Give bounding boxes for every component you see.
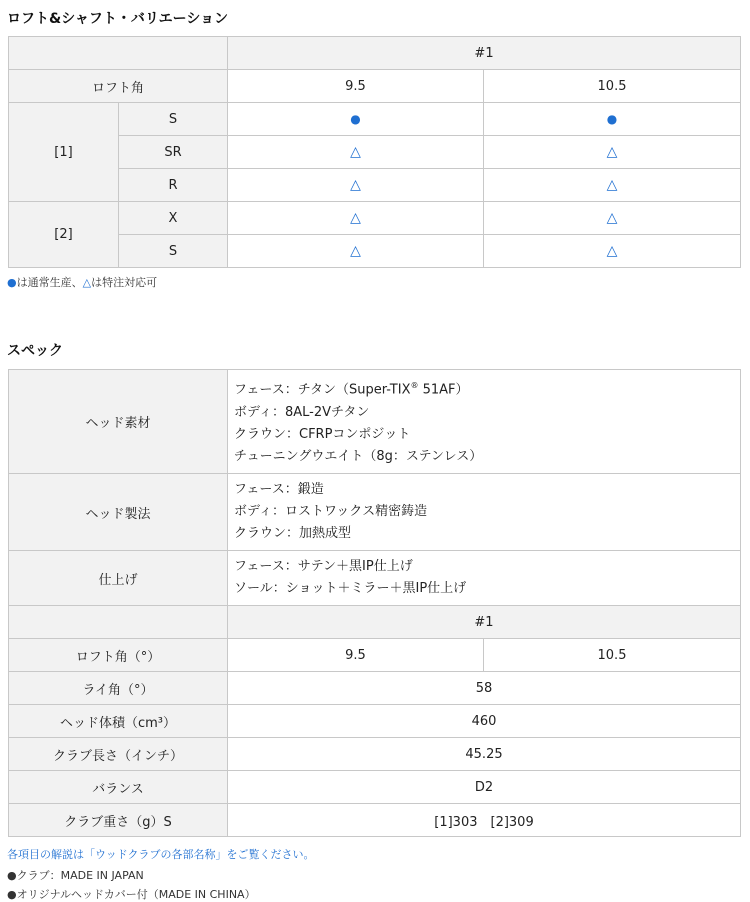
spec-line-text: 51AF） xyxy=(422,382,469,398)
table-row xyxy=(9,705,741,738)
corner-cell xyxy=(9,37,228,70)
volume-label: ヘッド体積（cm³） xyxy=(9,705,228,738)
loft-value-1: 9.5 xyxy=(228,639,484,672)
weight-value: [1]303 [2]309 xyxy=(228,804,741,837)
spec-line: ボディ：8AL-2Vチタン xyxy=(234,404,370,420)
table-row xyxy=(9,551,741,606)
legend-tri-text: は特注対応可 xyxy=(91,276,158,289)
spec-line: クラウン：加熱成型 xyxy=(234,526,352,541)
table-row xyxy=(9,606,741,639)
table-row xyxy=(9,672,741,705)
availability-mark: ● xyxy=(484,103,741,136)
availability-mark: △ xyxy=(484,136,741,169)
loft-label: ロフト角（°） xyxy=(9,639,228,672)
finish-value xyxy=(228,551,741,606)
availability-mark: △ xyxy=(228,136,484,169)
spec-line: フェース：サテン＋黒IP仕上げ xyxy=(234,559,413,574)
headcover-note: ●オリジナルヘッドカバー付（MADE IN CHINA） xyxy=(7,888,256,901)
flex-label: X xyxy=(119,202,228,235)
head-method-value xyxy=(228,474,741,551)
flex-label: R xyxy=(119,169,228,202)
table-row xyxy=(9,738,741,771)
table-row xyxy=(9,474,741,551)
availability-mark: △ xyxy=(228,169,484,202)
table-row xyxy=(9,103,741,136)
spec-table xyxy=(8,369,741,837)
availability-mark: △ xyxy=(484,169,741,202)
table-row xyxy=(9,202,741,235)
weight-label: クラブ重さ（g）S xyxy=(9,804,228,837)
model-header: #1 xyxy=(228,606,741,639)
table-row xyxy=(9,804,741,837)
spec-line: ソール：ショット＋ミラー＋黒IP仕上げ xyxy=(234,581,467,596)
empty-cell xyxy=(9,606,228,639)
availability-mark: △ xyxy=(484,202,741,235)
availability-mark: △ xyxy=(484,235,741,268)
availability-mark: △ xyxy=(228,202,484,235)
balance-value: D2 xyxy=(228,771,741,804)
triangle-icon: △ xyxy=(82,276,92,289)
spec-line xyxy=(234,375,740,401)
volume-value: 460 xyxy=(228,705,741,738)
flex-label: SR xyxy=(119,136,228,169)
model-header: #1 xyxy=(228,37,741,70)
table-row xyxy=(9,37,741,70)
registered-mark: ® xyxy=(410,381,419,391)
loft-value-2: 10.5 xyxy=(484,70,741,103)
spec-line: チューニングウエイト（8g：ステンレス） xyxy=(234,448,483,464)
table-row xyxy=(9,235,741,268)
legend-dot-text: は通常生産、 xyxy=(16,276,83,289)
table-row xyxy=(9,370,741,474)
loft-value-1: 9.5 xyxy=(228,70,484,103)
finish-label: 仕上げ xyxy=(9,551,228,606)
flex-label: S xyxy=(119,103,228,136)
availability-mark: △ xyxy=(228,235,484,268)
shaft-group-2: [2] xyxy=(9,202,119,268)
spec-heading: スペック xyxy=(7,343,63,359)
length-value: 45.25 xyxy=(228,738,741,771)
spec-line-text: フェース：チタン（Super-TIX xyxy=(234,382,411,398)
head-material-value xyxy=(228,370,741,474)
table-row xyxy=(9,136,741,169)
made-in-note: ●クラブ：MADE IN JAPAN xyxy=(7,869,144,882)
flex-label: S xyxy=(119,235,228,268)
lie-label: ライ角（°） xyxy=(9,672,228,705)
parts-explanation-link[interactable]: 各項目の解説は「ウッドクラブの各部名称」をご覧ください。 xyxy=(7,848,315,861)
spec-line: ボディ：ロストワックス精密鋳造 xyxy=(234,504,428,519)
loft-label: ロフト角 xyxy=(9,70,228,103)
balance-label: バランス xyxy=(9,771,228,804)
spec-line: クラウン：CFRPコンポジット xyxy=(234,426,411,442)
availability-mark: ● xyxy=(228,103,484,136)
head-method-label: ヘッド製法 xyxy=(9,474,228,551)
length-label: クラブ長さ（インチ） xyxy=(9,738,228,771)
table-row xyxy=(9,771,741,804)
loft-value-2: 10.5 xyxy=(484,639,741,672)
lie-value: 58 xyxy=(228,672,741,705)
table-row xyxy=(9,639,741,672)
table-row xyxy=(9,169,741,202)
loft-shaft-heading: ロフト&シャフト・バリエーション xyxy=(7,11,229,27)
loft-shaft-table xyxy=(8,36,741,268)
table-row xyxy=(9,70,741,103)
availability-legend xyxy=(7,274,157,290)
spec-line: フェース：鍛造 xyxy=(234,482,324,497)
dot-icon: ● xyxy=(7,276,17,289)
head-material-label: ヘッド素材 xyxy=(9,370,228,474)
shaft-group-1: [1] xyxy=(9,103,119,202)
